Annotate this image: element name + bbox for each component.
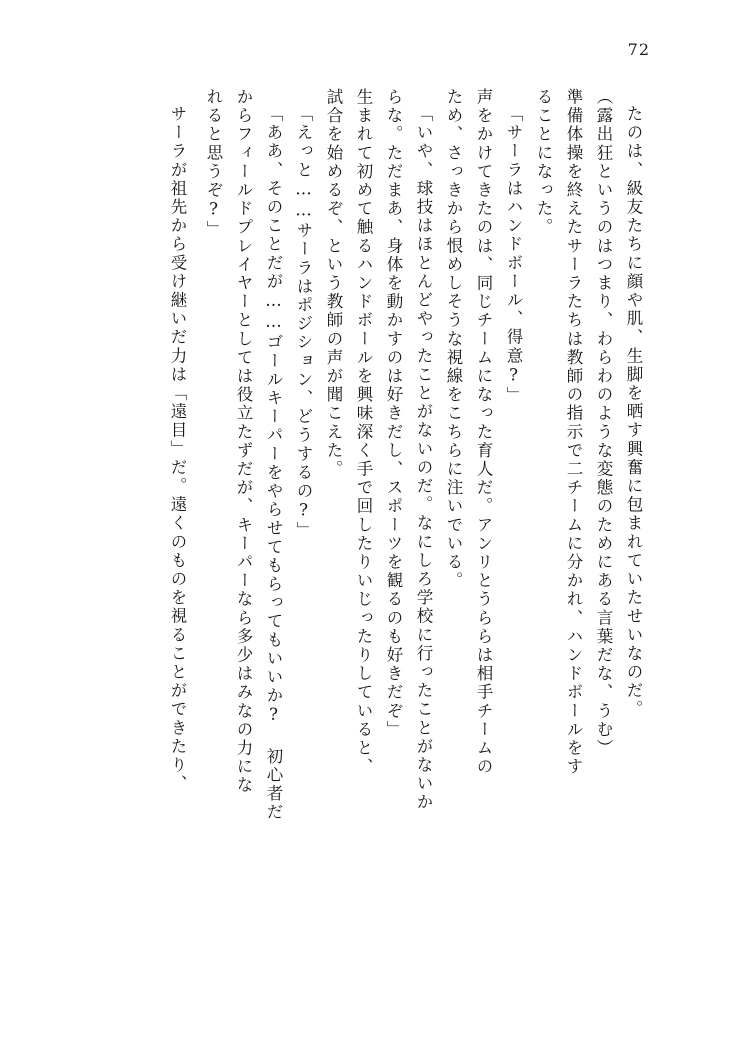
text-line: からフィールドプレイヤーとしては役立たずだが、キーパーなら多少はみなの力にな	[234, 88, 253, 795]
text-line: 「いや、球技はほとんどやったことがないのだ。なにしろ学校に行ったことがないか	[414, 105, 433, 812]
text-line: たのは、級友たちに顔や肌、生脚を晒す興奮に包まれていたせいなのだ。	[624, 105, 643, 719]
text-line: サーラが祖先から受け継いだ力は「遠目」だ。遠くのものを視ることができたり、	[168, 105, 187, 794]
text-line: 準備体操を終えたサーラたちは教師の指示で二チームに分かれ、ハンドボールをす	[564, 88, 583, 777]
text-line: 「サーラはハンドボール、得意?」	[504, 105, 523, 406]
text-line: 生まれて初めて触るハンドボールを興味深く手で回したりいじったりしていると、	[354, 88, 373, 777]
text-line: 「えっと……サーラはポジション、どうするの?」	[294, 105, 313, 541]
text-line: 試合を始めるぞ、という教師の声が聞こえた。	[324, 88, 343, 479]
text-line: （露出狂というのはつまり、わらわのような変態のためにある言葉だな、うむ）	[594, 88, 613, 758]
text-line: れると思うぞ?」	[204, 88, 223, 240]
text-line: ため、さっきから恨めしそうな視線をこちらに注いでいる。	[444, 88, 463, 591]
page-number: 72	[627, 40, 650, 59]
text-line: ることになった。	[534, 88, 553, 237]
vertical-text-body	[56, 88, 648, 968]
text-line: らな。ただまあ、身体を動かすのは好きだし、スポーツを観るのも好きだぞ」	[384, 88, 403, 739]
text-line: 声をかけてきたのは、同じチームになった育人だ。アンリとうららは相手チームの	[474, 88, 493, 777]
text-line: 「ああ、そのことだが……ゴールキーパーをやらせてもらってもいいか? 初心者だ	[264, 105, 283, 822]
